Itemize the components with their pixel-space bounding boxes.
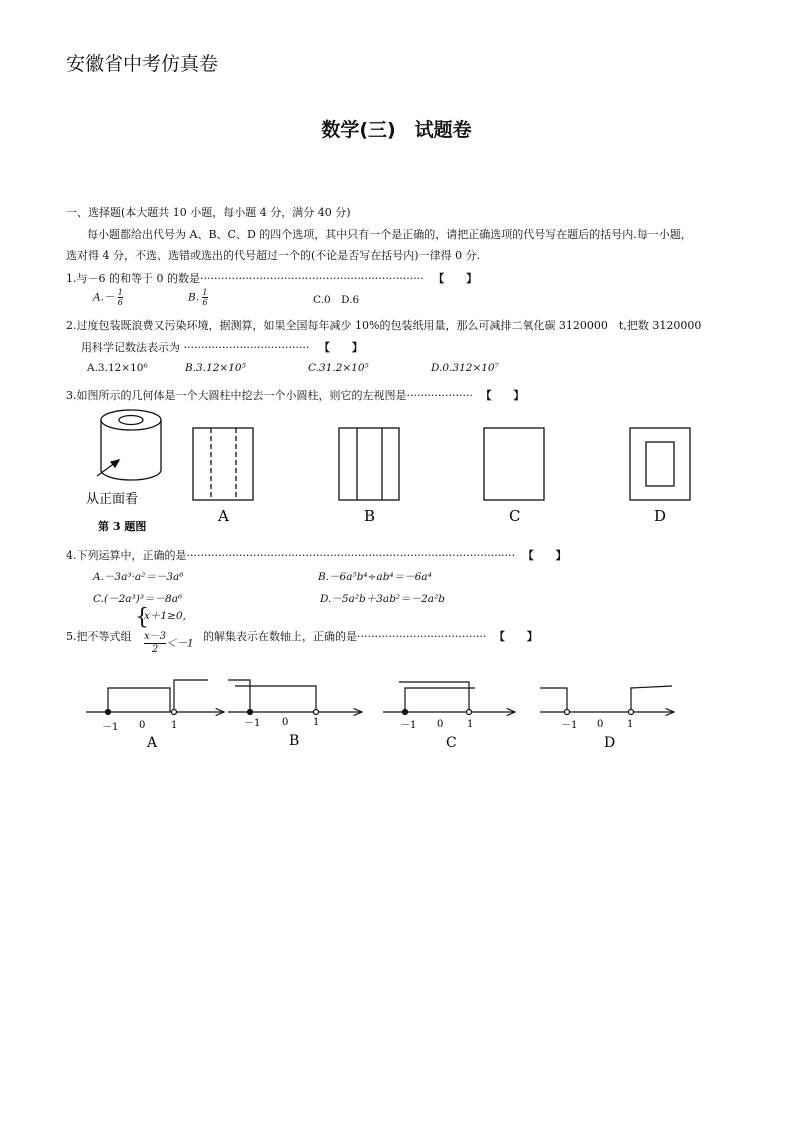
inequality-rest: ＜－1	[166, 637, 194, 650]
question-5-number-lines	[0, 670, 793, 755]
option-a-label: A	[218, 507, 229, 525]
tick-label: －1	[561, 720, 578, 731]
inequality-1: x＋1≥0,	[144, 610, 186, 622]
option-a-view	[193, 428, 253, 500]
number-line-d	[540, 686, 674, 715]
answer-bracket: 【 】	[493, 630, 538, 643]
question-4-option-d: D.－5a²b＋3ab²＝－2a²b	[320, 593, 445, 605]
answer-bracket: 【 】	[480, 389, 525, 402]
tick-label: 1	[171, 720, 178, 731]
number-line-a	[86, 680, 224, 715]
option-text: A.－	[93, 291, 115, 304]
tick-label: 0	[282, 717, 289, 728]
inequality-2	[144, 631, 194, 656]
front-view-label: 从正面看	[86, 492, 139, 507]
option-text: B.	[188, 291, 200, 304]
answer-bracket: 【 】	[522, 549, 567, 562]
question-4-stem	[66, 547, 567, 563]
fraction-denominator: 2	[151, 644, 159, 655]
fraction	[144, 631, 166, 656]
option-c-label: C	[446, 735, 457, 751]
question-2-line-1: 2.过度包装既浪费又污染环境，据测算，如果全国每年减少 10%的包装纸用量，那么可减排二氧化碳 3120000 t,把数 3120000	[66, 319, 702, 332]
question-2-option-b: B.3.12×10⁵	[185, 362, 246, 374]
fraction-denominator: 6	[202, 298, 208, 307]
question-4-option-a: A.－3a³·a²＝－3a⁶	[93, 571, 184, 583]
question-2-option-a: A.3.12×10⁶	[87, 362, 148, 374]
tick-label: 1	[627, 719, 634, 730]
instructions-line-1: 每小题都给出代号为 A、B、C、D 的四个选项，其中只有一个是正确的，请把正确选项的代号写在题后的括号内.每一小题，	[87, 228, 692, 241]
question-5-suffix	[203, 628, 538, 644]
tick-label: 0	[139, 720, 146, 731]
fraction-numerator: x－3	[144, 631, 167, 642]
exam-title: 数学(三) 试题卷	[321, 119, 472, 141]
option-d-label: D	[654, 507, 667, 525]
figure-caption: 第 3 题图	[98, 520, 147, 533]
exam-header: 安徽省中考仿真卷	[66, 53, 219, 75]
answer-bracket: 【 】	[433, 272, 478, 285]
tick-label: －1	[102, 722, 119, 733]
answer-bracket: 【 】	[318, 341, 363, 354]
option-b-label: B	[289, 733, 300, 749]
fraction	[202, 288, 207, 307]
question-2-text: 用科学记数法表示为 ····································	[81, 341, 310, 354]
question-4-option-c: C.(－2a³)³＝－8a⁶	[93, 593, 183, 605]
question-3-figures	[0, 400, 793, 540]
number-line-b	[228, 680, 362, 715]
option-d-label: D	[604, 735, 616, 751]
system-brace: {	[135, 605, 149, 630]
question-3-text: 3.如图所示的几何体是一个大圆柱中挖去一个小圆柱，则它的左视图是···················	[66, 389, 473, 402]
question-1-option-b	[188, 288, 208, 307]
question-5-text: 的解集表示在数轴上，正确的是·····································	[203, 630, 487, 643]
question-4-option-b: B.－6a⁵b⁴÷ab⁴＝－6a⁴	[318, 571, 432, 583]
question-4-text: 4.下列运算中，正确的是······························································································	[66, 549, 516, 562]
option-b-label: B	[364, 507, 376, 525]
number-line-c	[383, 682, 515, 715]
fraction-denominator: 6	[117, 298, 123, 307]
option-a-label: A	[147, 735, 158, 751]
option-c-label: C	[509, 507, 521, 525]
fraction	[118, 288, 123, 307]
question-5-prefix: 5.把不等式组	[66, 630, 132, 643]
option-d-view	[630, 428, 690, 500]
tick-label: 1	[467, 719, 474, 730]
fraction-numerator: 1	[117, 288, 123, 297]
fraction-numerator: 1	[202, 288, 208, 297]
tick-label: －1	[244, 718, 261, 729]
tick-label: 0	[437, 719, 444, 730]
question-1-text: 1.与－6 的和等于 0 的数是································································	[66, 272, 424, 285]
question-2-option-c: C.31.2×10⁵	[308, 362, 369, 374]
hollow-cylinder-figure	[97, 410, 161, 480]
question-2-line-2	[81, 339, 363, 355]
tick-label: 0	[597, 719, 604, 730]
tick-label: －1	[400, 720, 417, 731]
option-c-view	[484, 428, 544, 500]
section-heading: 一、选择题(本大题共 10 小题，每小题 4 分，满分 40 分)	[66, 206, 351, 219]
question-1-option-a	[93, 288, 123, 307]
question-1-options-cd: C.0 D.6	[313, 294, 360, 306]
option-b-view	[339, 428, 399, 500]
instructions-line-2: 选对得 4 分，不选、选错或选出的代号超过一个的(不论是否写在括号内)一律得 0 分.	[66, 249, 481, 262]
question-1-stem	[66, 270, 477, 286]
tick-label: 1	[313, 717, 320, 728]
question-2-option-d: D.0.312×10⁷	[431, 362, 499, 374]
